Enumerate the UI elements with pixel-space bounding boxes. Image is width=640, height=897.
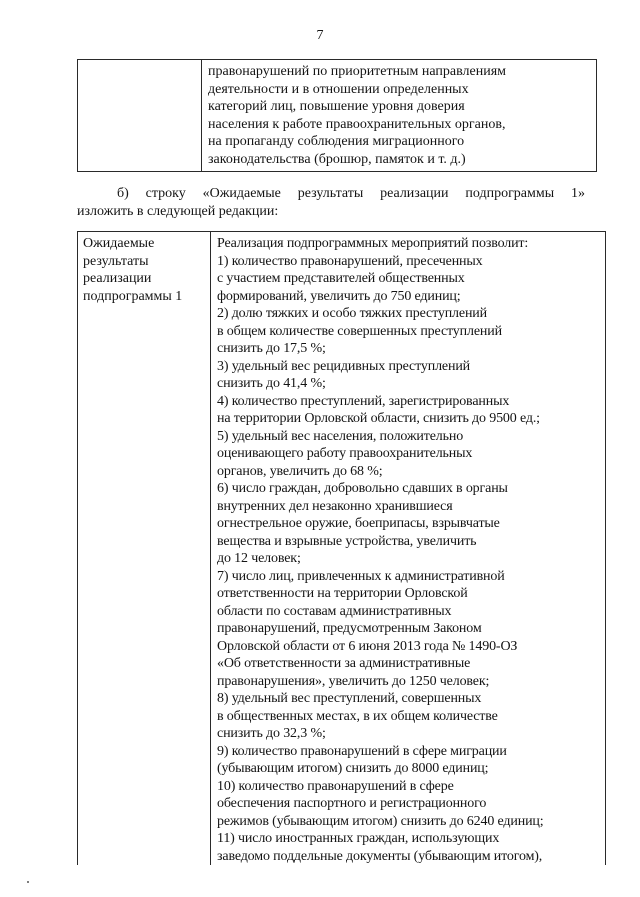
amendment-paragraph xyxy=(77,185,585,221)
table-line: правонарушений по приоритетным направлениям xyxy=(208,64,507,79)
table-line: в общем количестве совершенных преступлений xyxy=(217,323,502,339)
table-line: огнестрельное оружие, боеприпасы, взрывчатые xyxy=(217,516,500,531)
table-line: категорий лиц, повышение уровня доверия xyxy=(208,99,465,114)
table-line: Реализация подпрограммных мероприятий позволит: xyxy=(217,236,529,251)
table-line: снизить до 41,4 %; xyxy=(217,376,326,391)
table-line: 4) количество преступлений, зарегистрированных xyxy=(217,393,510,409)
table-row xyxy=(78,232,606,866)
table-line: правонарушений, предусмотренным Законом xyxy=(217,621,482,636)
paragraph-line: изложить в следующей редакции: xyxy=(77,204,279,219)
table-line: до 12 человек; xyxy=(217,551,301,566)
table-line: 3) удельный вес рецидивных преступлений xyxy=(217,358,471,374)
label-line: Ожидаемые xyxy=(83,236,155,251)
table-content-cell xyxy=(202,60,597,172)
table-line: 2) долю тяжких и особо тяжких преступлений xyxy=(217,306,487,321)
table-line: Орловской области от 6 июня 2013 года № 1490-ОЗ xyxy=(217,638,518,654)
expected-results-table xyxy=(77,231,606,865)
table-line: оценивающего работу правоохранительных xyxy=(217,446,473,461)
table-line: 10) количество правонарушений в сфере xyxy=(217,778,454,794)
table-line: 6) число граждан, добровольно сдавших в органы xyxy=(217,481,508,496)
table-line: обеспечения паспортного и регистрационного xyxy=(217,796,487,811)
table-label-cell xyxy=(78,60,202,172)
table-line: 8) удельный вес преступлений, совершенных xyxy=(217,691,482,706)
scan-speck xyxy=(27,881,29,883)
table-line: (убывающим итогом) снизить до 8000 единиц; xyxy=(217,761,489,776)
paragraph-line: б) строку «Ожидаемые результаты реализации подпрограммы 1» xyxy=(117,186,585,201)
table-line: вещества и взрывные устройства, увеличить xyxy=(217,533,477,549)
table-line: ответственности на территории Орловской xyxy=(217,586,468,601)
table-line: в общественных местах, в их общем количестве xyxy=(217,708,498,724)
table-line: 9) количество правонарушений в сфере миграции xyxy=(217,743,507,759)
table-line: 1) количество правонарушений, пресеченных xyxy=(217,253,483,269)
table-line: с участием представителей общественных xyxy=(217,271,465,286)
table-label-cell xyxy=(78,232,211,866)
table-line: снизить до 17,5 %; xyxy=(217,341,326,356)
table-content-cell xyxy=(211,232,606,866)
table-line: 11) число иностранных граждан, использующих xyxy=(217,831,500,846)
table-line: снизить до 32,3 %; xyxy=(217,726,326,741)
table-line: населения к работе правоохранительных органов, xyxy=(208,116,506,132)
table-line: на территории Орловской области, снизить до 9500 ед.; xyxy=(217,411,540,426)
table-line: заведомо поддельные документы (убывающим итогом), xyxy=(217,848,543,864)
table-line: формирований, увеличить до 750 единиц; xyxy=(217,288,461,304)
table-line: 5) удельный вес населения, положительно xyxy=(217,428,464,444)
table-row xyxy=(78,60,597,172)
table-line: на пропаганду соблюдения миграционного xyxy=(208,134,465,149)
label-line: результаты xyxy=(83,253,149,269)
table-line: органов, увеличить до 68 %; xyxy=(217,463,383,479)
table-line: деятельности и в отношении определенных xyxy=(208,81,469,97)
table-line: законодательства (брошюр, памяток и т. д.) xyxy=(208,151,466,167)
table-line: правонарушения», увеличить до 1250 человек; xyxy=(217,673,490,689)
table-line: области по составам административных xyxy=(217,603,452,619)
page-number: 7 xyxy=(316,28,324,43)
table-line: внутренних дел незаконно хранившиеся xyxy=(217,498,453,514)
continuation-table xyxy=(77,59,597,172)
label-line: реализации xyxy=(83,271,152,286)
label-line: подпрограммы 1 xyxy=(83,288,183,304)
table-line: режимов (убывающим итогом) снизить до 6240 единиц; xyxy=(217,813,544,829)
table-line: 7) число лиц, привлеченных к административной xyxy=(217,568,505,584)
table-line: «Об ответственности за административные xyxy=(217,656,471,671)
